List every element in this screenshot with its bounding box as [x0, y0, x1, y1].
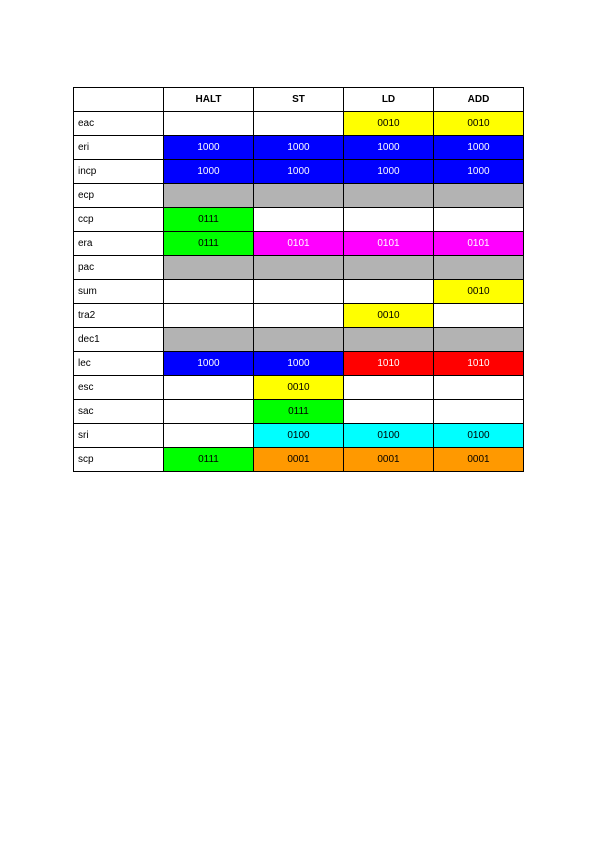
cell-dec1-ld: [344, 328, 434, 352]
row-label-scp: scp: [74, 448, 164, 472]
row-label-sac: sac: [74, 400, 164, 424]
table-row: [74, 256, 524, 280]
row-label-sri: sri: [74, 424, 164, 448]
table-row: [74, 328, 524, 352]
table-row: [74, 352, 524, 376]
cell-sum-add: 0010: [434, 280, 524, 304]
row-label-era: era: [74, 232, 164, 256]
table-row: [74, 160, 524, 184]
cell-scp-halt: 0111: [164, 448, 254, 472]
row-label-tra2: tra2: [74, 304, 164, 328]
table-row: [74, 136, 524, 160]
column-header-add: ADD: [434, 88, 524, 112]
cell-sac-ld: [344, 400, 434, 424]
cell-incp-add: 1000: [434, 160, 524, 184]
table-row: [74, 184, 524, 208]
cell-ecp-ld: [344, 184, 434, 208]
cell-ccp-halt: 0111: [164, 208, 254, 232]
cell-eac-halt: [164, 112, 254, 136]
cell-tra2-st: [254, 304, 344, 328]
cell-eri-add: 1000: [434, 136, 524, 160]
row-label-eri: eri: [74, 136, 164, 160]
cell-pac-halt: [164, 256, 254, 280]
cell-pac-add: [434, 256, 524, 280]
cell-eri-ld: 1000: [344, 136, 434, 160]
cell-lec-st: 1000: [254, 352, 344, 376]
cell-eri-st: 1000: [254, 136, 344, 160]
cell-pac-st: [254, 256, 344, 280]
cell-ecp-st: [254, 184, 344, 208]
table-row: [74, 424, 524, 448]
cell-pac-ld: [344, 256, 434, 280]
cell-sri-ld: 0100: [344, 424, 434, 448]
row-label-eac: eac: [74, 112, 164, 136]
row-label-esc: esc: [74, 376, 164, 400]
table-row: [74, 400, 524, 424]
cell-dec1-st: [254, 328, 344, 352]
cell-era-halt: 0111: [164, 232, 254, 256]
cell-esc-st: 0010: [254, 376, 344, 400]
cell-tra2-halt: [164, 304, 254, 328]
row-label-incp: incp: [74, 160, 164, 184]
cell-sum-st: [254, 280, 344, 304]
table-row: [74, 376, 524, 400]
cell-sac-add: [434, 400, 524, 424]
table-row: [74, 112, 524, 136]
cell-scp-add: 0001: [434, 448, 524, 472]
row-label-dec1: dec1: [74, 328, 164, 352]
cell-lec-ld: 1010: [344, 352, 434, 376]
control-signal-table: [73, 87, 524, 472]
cell-esc-ld: [344, 376, 434, 400]
cell-sri-add: 0100: [434, 424, 524, 448]
cell-incp-st: 1000: [254, 160, 344, 184]
cell-eri-halt: 1000: [164, 136, 254, 160]
cell-ccp-add: [434, 208, 524, 232]
cell-ccp-st: [254, 208, 344, 232]
cell-eac-ld: 0010: [344, 112, 434, 136]
cell-ecp-add: [434, 184, 524, 208]
table-row: [74, 280, 524, 304]
table-body: [74, 112, 524, 472]
cell-era-st: 0101: [254, 232, 344, 256]
row-label-lec: lec: [74, 352, 164, 376]
cell-tra2-ld: 0010: [344, 304, 434, 328]
row-label-ccp: ccp: [74, 208, 164, 232]
cell-lec-add: 1010: [434, 352, 524, 376]
cell-dec1-add: [434, 328, 524, 352]
cell-era-ld: 0101: [344, 232, 434, 256]
table-row: [74, 448, 524, 472]
cell-sri-halt: [164, 424, 254, 448]
cell-sac-halt: [164, 400, 254, 424]
cell-dec1-halt: [164, 328, 254, 352]
header-row: [74, 88, 524, 112]
column-header-halt: HALT: [164, 88, 254, 112]
cell-sum-ld: [344, 280, 434, 304]
cell-sum-halt: [164, 280, 254, 304]
cell-eac-add: 0010: [434, 112, 524, 136]
cell-incp-halt: 1000: [164, 160, 254, 184]
row-label-sum: sum: [74, 280, 164, 304]
cell-era-add: 0101: [434, 232, 524, 256]
table-row: [74, 208, 524, 232]
cell-sac-st: 0111: [254, 400, 344, 424]
cell-scp-st: 0001: [254, 448, 344, 472]
table-row: [74, 232, 524, 256]
cell-sri-st: 0100: [254, 424, 344, 448]
table-row: [74, 304, 524, 328]
cell-eac-st: [254, 112, 344, 136]
cell-tra2-add: [434, 304, 524, 328]
column-header-ld: LD: [344, 88, 434, 112]
row-label-ecp: ecp: [74, 184, 164, 208]
cell-esc-halt: [164, 376, 254, 400]
cell-ecp-halt: [164, 184, 254, 208]
column-header-st: ST: [254, 88, 344, 112]
cell-esc-add: [434, 376, 524, 400]
cell-incp-ld: 1000: [344, 160, 434, 184]
cell-scp-ld: 0001: [344, 448, 434, 472]
row-label-pac: pac: [74, 256, 164, 280]
header-corner-cell: [74, 88, 164, 112]
cell-ccp-ld: [344, 208, 434, 232]
cell-lec-halt: 1000: [164, 352, 254, 376]
